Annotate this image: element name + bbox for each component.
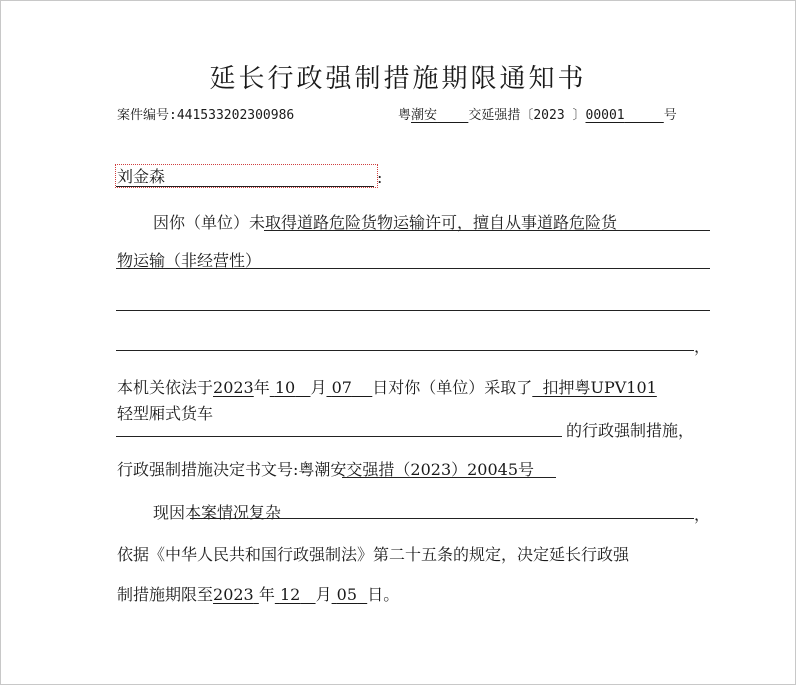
reason-text-1[interactable]: 未取得道路危险货物运输许可，擅自从事道路危险货 (249, 213, 618, 232)
current-reason[interactable]: 本案情况复杂 (185, 503, 282, 522)
recipient-name[interactable]: 刘金森 (117, 167, 166, 186)
measure-year-suffix: 年 (253, 378, 270, 397)
legal-line-1: 依据《中华人民共和国行政强制法》第二十五条的规定，决定延长行政强 (117, 545, 630, 564)
legal-line-2 (117, 582, 399, 605)
legal-year[interactable]: 2023 (213, 585, 254, 604)
reason-text-2[interactable]: 物运输（非经营性） (117, 251, 262, 270)
reason-prefix: 因你（单位） (153, 213, 250, 232)
legal-year-suffix: 年 (258, 585, 275, 604)
legal-day[interactable]: 05 (336, 585, 358, 604)
measure-month[interactable]: 10 (274, 378, 296, 397)
decision-label: 行政强制措施决定书文号: (117, 460, 299, 479)
document-number (398, 104, 677, 123)
measure-day[interactable]: 07 (331, 378, 352, 397)
doc-type: 交延强措 (468, 108, 521, 123)
document-title: 延长行政强制措施期限通知书 (209, 64, 587, 94)
measure-line-1 (117, 375, 657, 398)
legal-month-suffix: 月 (315, 585, 332, 604)
measure-item-2[interactable]: 轻型厢式货车 (117, 404, 214, 423)
current-line (153, 500, 281, 523)
measure-year[interactable]: 2023 (213, 378, 254, 397)
measure-after-item: 的行政强制措施， (566, 421, 695, 440)
legal-month[interactable]: 12 (279, 585, 301, 604)
measure-prefix: 本机关依法于 (117, 378, 214, 397)
case-number (117, 104, 294, 123)
doc-prefix: 粤 (398, 108, 412, 123)
current-comma: ， (694, 505, 711, 524)
case-number-label: 案件编号: (117, 108, 177, 123)
decision-number[interactable]: 粤潮安交强措（2023）20045号 (298, 460, 535, 479)
measure-month-suffix: 月 (310, 378, 327, 397)
legal-prefix: 制措施期限至 (117, 585, 214, 604)
doc-agency[interactable]: 潮安 (411, 108, 438, 123)
legal-day-suffix: 日。 (367, 585, 400, 604)
measure-item-1[interactable]: 扣押粤UPV101 (542, 378, 657, 397)
doc-year: 〔2023 〕 (520, 108, 586, 123)
doc-serial[interactable]: 00001 (585, 108, 625, 123)
measure-day-suffix: 日对你（单位）采取了 (372, 378, 533, 397)
recipient-colon: : (377, 168, 383, 187)
case-number-value: 441533202300986 (176, 108, 295, 123)
doc-suffix: 号 (663, 108, 677, 123)
reason-comma: ， (694, 337, 711, 356)
current-prefix: 现因 (153, 503, 186, 522)
